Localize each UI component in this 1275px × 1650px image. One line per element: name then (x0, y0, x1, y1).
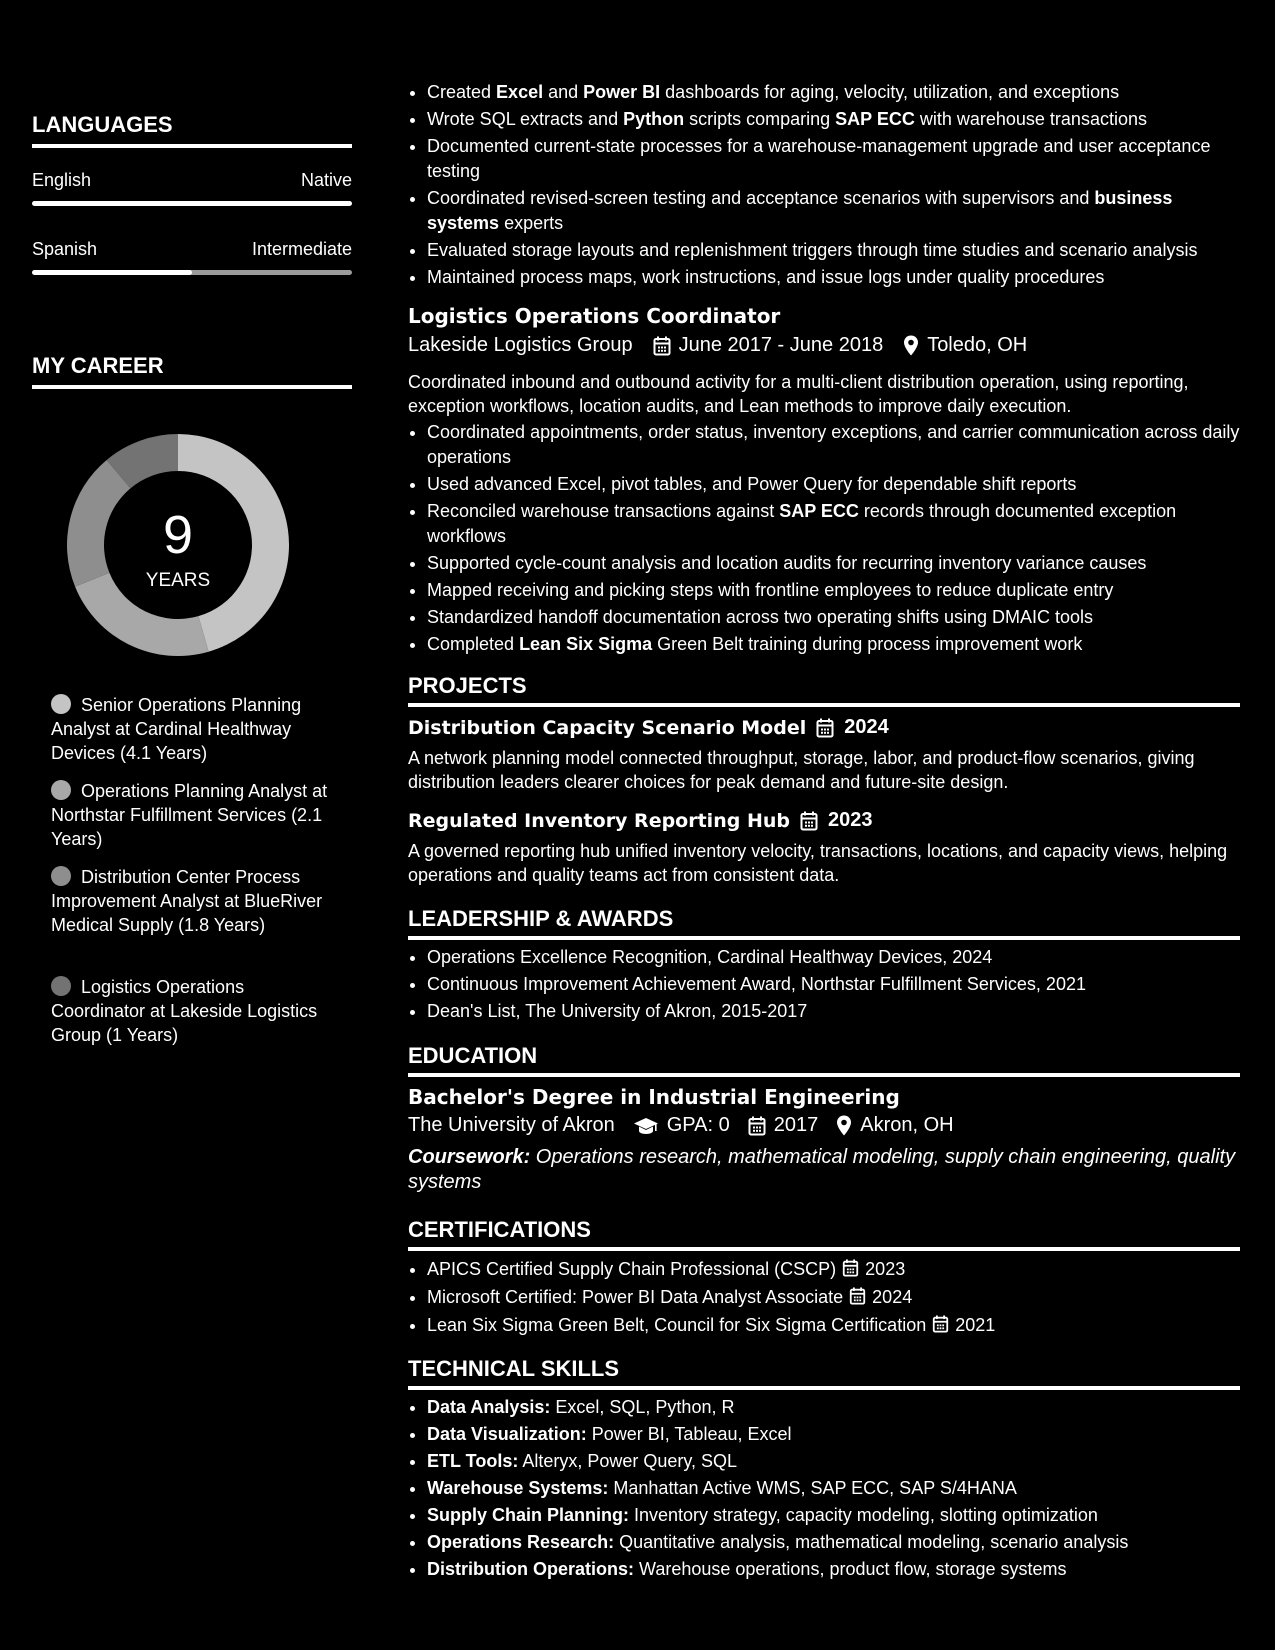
language-proficiency-bar (32, 270, 352, 275)
legend-dot-icon (51, 866, 71, 886)
language-level: Native (300, 170, 352, 190)
certification-item (427, 1284, 1240, 1310)
bullet-item: • Evaluated storage layouts and replenishment triggers through time studies and scenario analysis (427, 238, 1240, 263)
certifications-heading: CERTIFICATIONS (408, 1217, 1240, 1251)
bullet-item: • Completed Lean Six Sigma Green Belt training during process improvement work (427, 632, 1240, 657)
language-proficiency-fill (32, 201, 352, 206)
calendar-icon (932, 1315, 949, 1333)
calendar-icon (849, 1287, 866, 1305)
bullet-item: • Maintained process maps, work instructions, and issue logs under quality procedures (427, 265, 1240, 290)
project-year: 2024 (844, 716, 889, 738)
career-legend-label: Operations Planning Analyst at Northstar Fulfillment Services (2.1 Years) (51, 781, 328, 849)
certification-name: Microsoft Certified: Power BI Data Analyst Associate (427, 1287, 844, 1307)
awards-list (408, 945, 1240, 1026)
skill-value: Warehouse operations, product flow, storage systems (634, 1559, 1067, 1579)
certification-year: 2021 (955, 1315, 996, 1335)
certification-name: Lean Six Sigma Green Belt, Council for Six Sigma Certification (427, 1315, 927, 1335)
education-meta (408, 1114, 1240, 1137)
award-item: • Operations Excellence Recognition, Cardinal Healthway Devices, 2024 (427, 945, 1240, 970)
bullet-item: • Mapped receiving and picking steps with frontline employees to reduce duplicate entry (427, 578, 1240, 603)
skill-value: Power BI, Tableau, Excel (586, 1424, 792, 1444)
calendar-icon (653, 336, 671, 356)
career-legend-label: Senior Operations Planning Analyst at Cardinal Healthway Devices (4.1 Years) (51, 695, 302, 763)
calendar-icon (800, 811, 818, 831)
job-dates: June 2017 - June 2018 (678, 334, 884, 356)
skill-label: Distribution Operations: (427, 1559, 634, 1579)
project-year: 2023 (827, 809, 873, 831)
certification-item (427, 1256, 1240, 1282)
certification-item (427, 1312, 1240, 1338)
language-name: Spanish (32, 239, 98, 259)
language-level: Intermediate (251, 239, 352, 259)
career-total-number: 9 (162, 505, 194, 565)
award-item: • Dean's List, The University of Akron, 2015-2017 (427, 999, 1240, 1024)
language-proficiency-bar (32, 201, 352, 206)
project-description: A governed reporting hub unified inventory velocity, transactions, locations, and capacity views, helping operations and quality teams act from consistent data. (408, 841, 1228, 885)
project-title: Distribution Capacity Scenario Model (408, 716, 807, 739)
language-item (32, 239, 352, 275)
skill-item (427, 1476, 1240, 1501)
bullet-item: • Reconciled warehouse transactions against SAP ECC records through documented exception workflows (427, 499, 1240, 549)
location-pin-icon (903, 335, 919, 356)
career-legend-item (51, 779, 341, 851)
language-item (32, 170, 352, 206)
bullet-item: • Created Excel and Power BI dashboards for aging, velocity, utilization, and exceptions (427, 80, 1240, 105)
coursework-text: Operations research, mathematical modeling, supply chain engineering, quality systems (408, 1146, 1236, 1193)
certification-year: 2024 (872, 1287, 913, 1307)
project-title-row (408, 809, 1240, 832)
certifications-list (408, 1256, 1240, 1340)
legend-dot-icon (51, 780, 71, 800)
job-meta (408, 334, 1240, 357)
skills-heading: TECHNICAL SKILLS (408, 1356, 1240, 1390)
calendar-icon (816, 718, 834, 738)
language-proficiency-fill (32, 270, 192, 275)
bullet-item: • Used advanced Excel, pivot tables, and Power Query for dependable shift reports (427, 472, 1240, 497)
school-location: Akron, OH (860, 1114, 954, 1136)
career-total-unit: YEARS (145, 570, 211, 591)
skill-label: Warehouse Systems: (427, 1478, 609, 1498)
legend-dot-icon (51, 976, 71, 996)
project-title-row (408, 716, 1240, 739)
bullet-item: • Coordinated revised-screen testing and acceptance scenarios with supervisors and business systems experts (427, 186, 1240, 236)
skill-value: Excel, SQL, Python, R (550, 1397, 735, 1417)
degree-title: Bachelor's Degree in Industrial Engineering (408, 1085, 900, 1109)
gpa: GPA: 0 (666, 1114, 730, 1136)
award-item: • Continuous Improvement Achievement Award, Northstar Fulfillment Services, 2021 (427, 972, 1240, 997)
skill-item (427, 1395, 1240, 1420)
languages-heading: LANGUAGES (32, 112, 352, 148)
skill-label: Data Visualization: (427, 1424, 587, 1444)
location-pin-icon (836, 1115, 852, 1136)
bullet-item: • Coordinated appointments, order status, inventory exceptions, and carrier communication across daily operations (427, 420, 1240, 470)
project-description: A network planning model connected throughput, storage, labor, and product-flow scenarios, giving distribution leaders clearer choices for peak demand and future-site design. (408, 748, 1195, 792)
job-summary: Coordinated inbound and outbound activity for a multi-client distribution operation, using reporting, exception workflows, location audits, and Lean methods to improve daily execution. (408, 372, 1189, 416)
certification-year: 2023 (865, 1259, 906, 1279)
skill-value: Inventory strategy, capacity modeling, slotting optimization (629, 1505, 1098, 1525)
calendar-icon (842, 1259, 859, 1277)
certification-name: APICS Certified Supply Chain Professional (CSCP) (427, 1259, 837, 1279)
skill-value: Alteryx, Power Query, SQL (518, 1451, 738, 1471)
career-donut-chart (67, 434, 289, 656)
skill-label: ETL Tools: (427, 1451, 519, 1471)
education-heading: EDUCATION (408, 1043, 1240, 1077)
skill-item (427, 1503, 1240, 1528)
career-legend-label: Distribution Center Process Improvement Analyst at BlueRiver Medical Supply (1.8 Years) (51, 867, 323, 935)
skills-list (408, 1395, 1240, 1584)
job-title: Logistics Operations Coordinator (408, 304, 781, 328)
graduation-year: 2017 (773, 1114, 819, 1136)
coursework (408, 1145, 1240, 1195)
career-heading: MY CAREER (32, 353, 352, 389)
skill-label: Operations Research: (427, 1532, 615, 1552)
career-legend-label: Logistics Operations Coordinator at Lakeside Logistics Group (1 Years) (51, 977, 318, 1045)
skill-item (427, 1422, 1240, 1447)
legend-dot-icon (51, 694, 71, 714)
company-name: Lakeside Logistics Group (408, 334, 633, 356)
job-location: Toledo, OH (927, 334, 1028, 356)
previous-job-bullets (408, 80, 1240, 292)
skill-item (427, 1530, 1240, 1555)
language-name: English (32, 170, 92, 190)
graduation-cap-icon (633, 1117, 659, 1135)
skill-item (427, 1449, 1240, 1474)
bullet-item: • Standardized handoff documentation across two operating shifts using DMAIC tools (427, 605, 1240, 630)
project-title: Regulated Inventory Reporting Hub (408, 809, 790, 832)
bullet-item: • Documented current-state processes for a warehouse-management upgrade and user acceptance testing (427, 134, 1240, 184)
projects-heading: PROJECTS (408, 673, 1240, 707)
skill-value: Manhattan Active WMS, SAP ECC, SAP S/4HANA (608, 1478, 1017, 1498)
calendar-icon (748, 1116, 766, 1136)
skill-item (427, 1557, 1240, 1582)
bullet-item: • Wrote SQL extracts and Python scripts comparing SAP ECC with warehouse transactions (427, 107, 1240, 132)
awards-heading: LEADERSHIP & AWARDS (408, 906, 1240, 940)
skill-label: Supply Chain Planning: (427, 1505, 629, 1525)
school-name: The University of Akron (408, 1114, 615, 1136)
career-legend-item (51, 865, 341, 937)
job-bullets (408, 420, 1240, 659)
coursework-label: Coursework: (408, 1146, 531, 1168)
skill-label: Data Analysis: (427, 1397, 551, 1417)
career-legend-item (51, 693, 341, 765)
skill-value: Quantitative analysis, mathematical modeling, scenario analysis (614, 1532, 1129, 1552)
bullet-item: • Supported cycle-count analysis and location audits for recurring inventory variance causes (427, 551, 1240, 576)
career-legend-item (51, 975, 341, 1047)
